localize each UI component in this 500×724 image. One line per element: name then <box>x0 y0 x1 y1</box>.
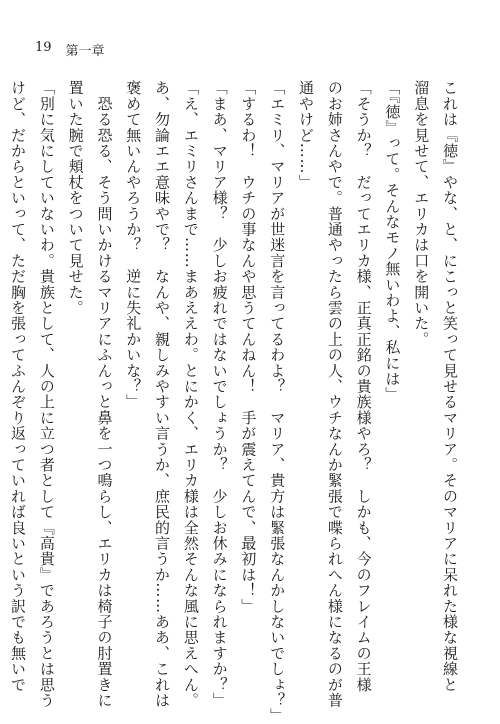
text-line: 「エミリ、マリアが世迷言を言ってるわよ？ マリア、貴方は緊張なんかしないでしょ？」 <box>268 80 287 724</box>
chapter-title: 第一章 <box>65 44 105 59</box>
text-line: のお姉さんやで。普通やったら雲の上の人、ウチなんか緊張で喋られへん様になるのが普 <box>325 80 344 708</box>
page-header <box>35 40 105 59</box>
text-line: 置いた腕で頬杖をついて見せた。 <box>66 80 85 316</box>
vertical-body-text <box>9 80 464 724</box>
text-line: これは『徳』やな、と、にこっと笑って見せるマリア。そのマリアに呆れた様な視線と <box>441 80 459 693</box>
text-line: 通やけど……」 <box>297 80 316 190</box>
text-line: けど、だからといって、ただ胸を張ってふんぞり返っていれば良いという訳でも無いで <box>9 80 28 693</box>
text-line: 「え、エミリさんまで……まあええわ。とにかく、エリカ様は全然そんな風に思えへん。 <box>181 80 200 708</box>
text-line: 「するわ！ ウチの事なんや思うてんねん！ 手が震えてんで、最初は！」 <box>239 80 258 614</box>
text-line: 「そうか？ だってエリカ様、正真正銘の貴族様やろ？ しかも、今のフレイムの王様 <box>354 80 373 693</box>
text-line: 恐る恐る、そう問いかけるマリアにふんっと鼻を一つ鳴らし、エリカは椅子の肘置きに <box>95 80 114 708</box>
text-line: 「『徳』って。そんなモノ無いわよ、私には」 <box>383 80 402 403</box>
page-number: 19 <box>35 40 52 55</box>
text-line: 褒めて無いんやろうか？ 逆に失礼かいな？」 <box>124 80 143 410</box>
text-line: あ、勿論エエ意味やで？ なんや、親しみやすい言うか、庶民的言うか……ああ、これは <box>153 80 172 708</box>
text-line: 溜息を見せて、エリカは口を開いた。 <box>412 80 431 347</box>
text-line: 「別に気にしていないわ。貴族として、人の上に立つ者として『高貴』であろうとは思う <box>37 80 56 708</box>
text-line: 「まあ、マリア様？ 少しお疲れではないでしょうか？ 少しお休みになられますか？」 <box>210 80 229 708</box>
